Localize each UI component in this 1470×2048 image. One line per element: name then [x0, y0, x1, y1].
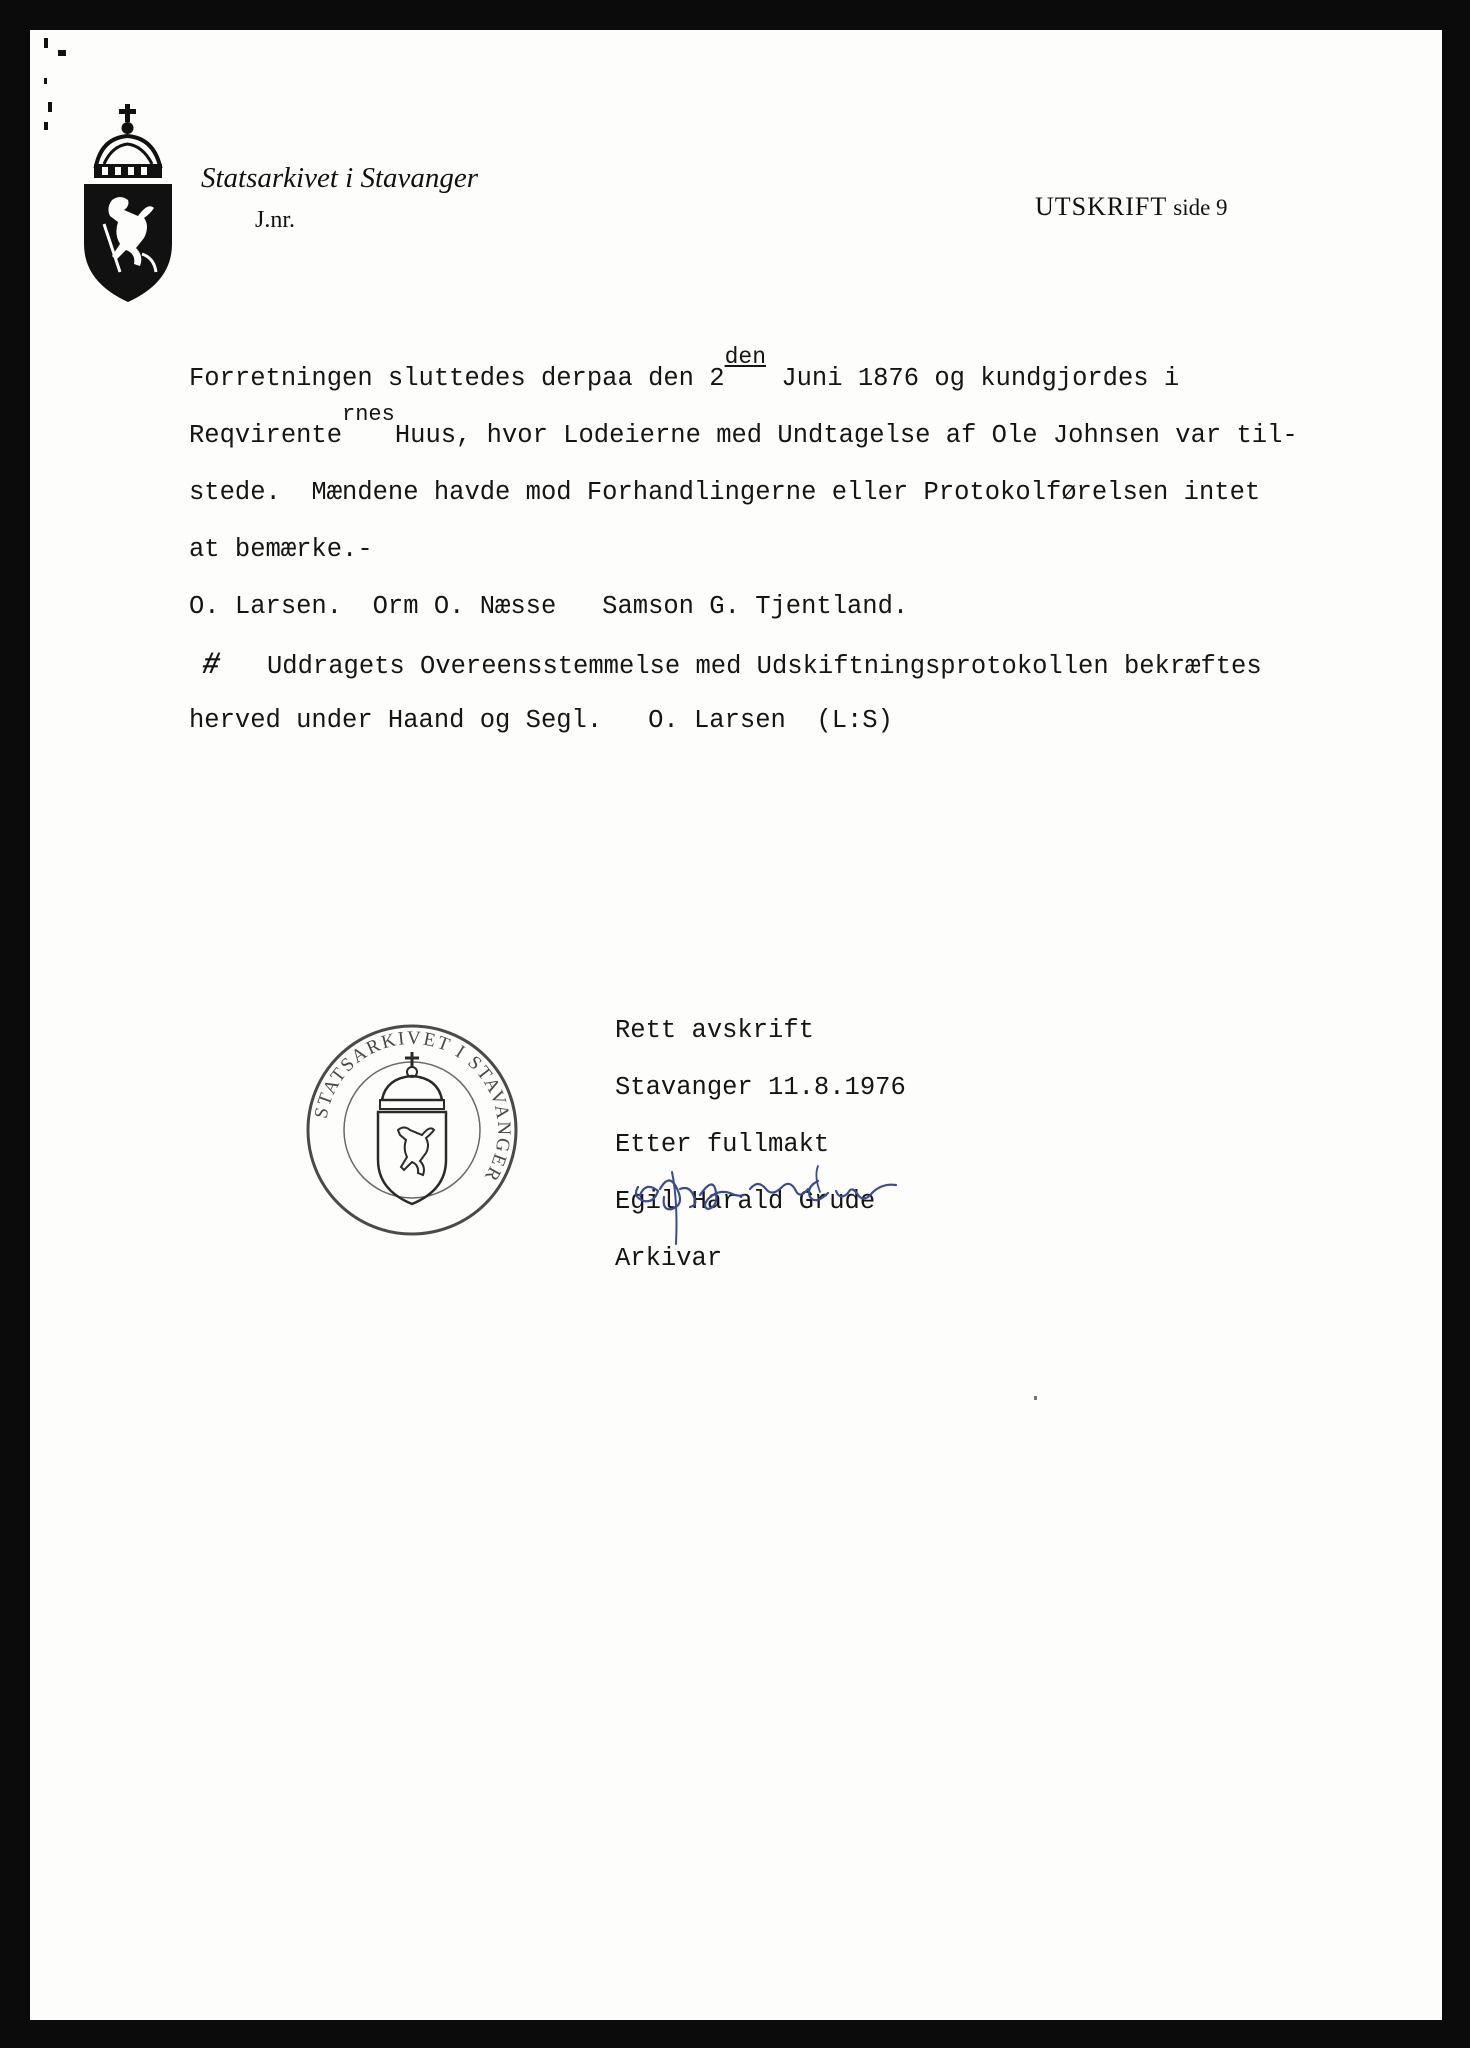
body-line: stede. Mændene havde mod Forhandlingerne eller Protokolførelsen intet: [189, 478, 1261, 507]
scan-speck: [58, 50, 66, 56]
body-line: O. Larsen. Orm O. Næsse Samson G. Tjentland.: [189, 592, 909, 621]
scan-speck: [44, 78, 47, 84]
scan-speck: [44, 38, 48, 48]
page-number: side 9: [1173, 195, 1228, 220]
transcript-body: [189, 344, 1439, 749]
coat-of-arms-icon: [82, 104, 174, 304]
body-line-text: Forretningen sluttedes derpaa den 2: [189, 364, 725, 393]
archive-seal-stamp: [302, 1020, 522, 1240]
document-page: [30, 30, 1442, 2020]
superscript-annotation: rnes: [342, 402, 395, 427]
body-line: [189, 402, 1439, 464]
certification-line: Rett avskrift: [615, 1016, 814, 1045]
scan-speck: [48, 102, 52, 112]
body-line: [189, 635, 1439, 692]
journal-number-label: J.nr.: [255, 207, 296, 233]
scan-speck: [1034, 1396, 1037, 1400]
body-line-text: Reqvirente: [189, 421, 343, 450]
handwritten-hash-mark: #: [199, 647, 224, 680]
page-label-word: UTSKRIFT: [1035, 192, 1168, 221]
handwritten-signature: [628, 1152, 988, 1247]
page-label: [1035, 192, 1228, 222]
signer-title: Arkivar: [615, 1244, 723, 1273]
body-line: herved under Haand og Segl. O. Larsen (L:S): [189, 706, 893, 735]
body-line: at bemærke.-: [189, 535, 373, 564]
scan-speck: [44, 122, 48, 130]
seal-ring-text: STATSARKIVET I STAVANGER: [310, 1027, 515, 1187]
body-line-text: Huus, hvor Lodeierne med Undtagelse af Ole Johnsen var til-: [394, 421, 1298, 450]
signer-name: Egil Harald Grude: [615, 1187, 876, 1216]
body-line-text: Uddragets Overeensstemmelse med Udskiftningsprotokollen bekræftes: [267, 652, 1262, 681]
place-date-line: Stavanger 11.8.1976: [615, 1073, 906, 1102]
authority-line: Etter fullmakt: [615, 1130, 830, 1159]
body-line: [189, 344, 1439, 407]
body-line-text: Juni 1876 og kundgjordes i: [766, 364, 1180, 393]
institution-name: Statsarkivet i Stavanger: [201, 162, 479, 194]
superscript-annotation: den: [724, 344, 767, 370]
